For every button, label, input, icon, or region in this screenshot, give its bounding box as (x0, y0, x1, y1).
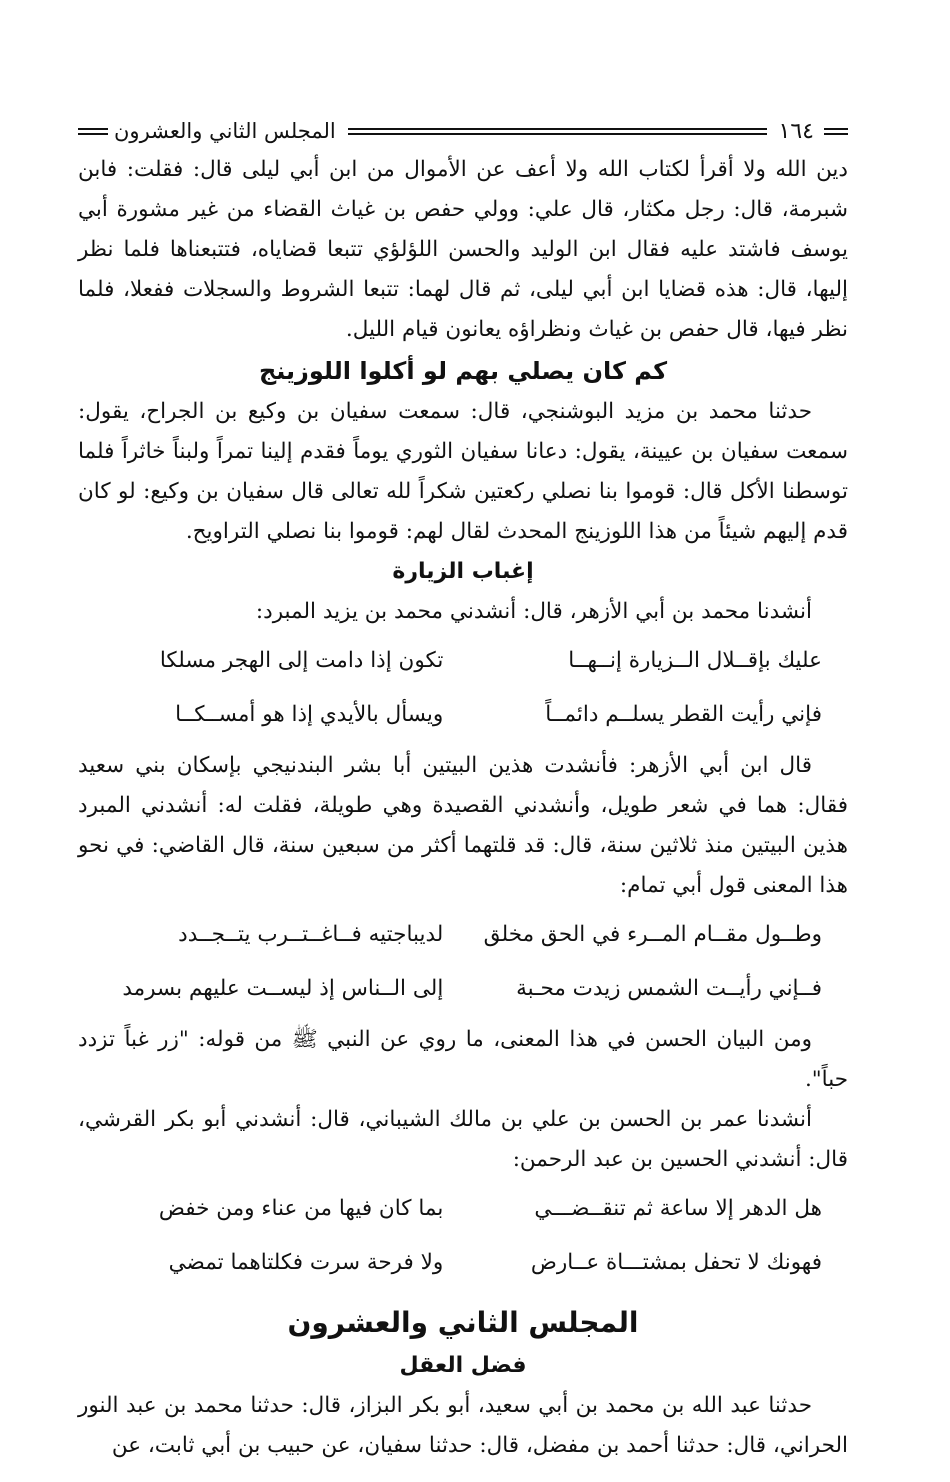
paragraph: حدثنا محمد بن مزيد البوشنجي، قال: سمعت سفيان بن وكيع بن الجراح، يقول: سمعت سفيان بن عيينة، يقول: دعانا سفيان الثوري يوماً فقدم إلينا تمراً ولبناً خاثراً فلما توسطنا الأكل قال: قوموا بنا نصلي ركعتين شكراً لله تعالى قال سفيان بن وكيع: لو كان قدم إليهم شيئاً من هذا اللوزينج المحدث لقال لهم: قوموا بنا نصلي التراويح. (78, 399, 848, 544)
poem-verse (78, 688, 848, 742)
paragraph: أنشدنا عمر بن الحسن بن علي بن مالك الشيباني، قال: أنشدني أبو بكر القرشي، قال: أنشدني الحسين بن عبد الرحمن: (78, 1107, 848, 1172)
section-title: المجلس الثاني والعشرون (114, 119, 336, 143)
verse-second-hemistich: ويسأل بالأيدي إذا هو أمســكــا (175, 702, 444, 727)
running-header (78, 112, 848, 150)
verse-second-hemistich: تكون إذا دامت إلى الهجر مسلكا (159, 648, 444, 673)
verse-first-hemistich: فهونك لا تحفل بمشتـــاة عــارض (530, 1250, 822, 1275)
poem (78, 908, 848, 1016)
header-rule (78, 128, 108, 135)
header-rule (824, 128, 848, 135)
section-heading: إغباب الزيارة (392, 559, 534, 584)
verse-first-hemistich: فإني رأيت القطر يسلــم دائمــاً (545, 702, 822, 727)
verse-first-hemistich: هل الدهر إلا ساعة ثم تنقــضـــي (534, 1196, 822, 1221)
poem-verse (78, 1182, 848, 1236)
paragraph: دين الله ولا أقرأ لكتاب الله ولا أعف عن الأموال من ابن أبي ليلى قال: فقلت: فابن شبرمة، قال: رجل مكثار، قال علي: وولي حفص بن غياث القضاء من غير مشورة أبي يوسف فاشتد عليه فقال ابن الوليد والحسن اللؤلؤي تتبعا قضاياه، فتتبعناها فلما نظر إليها، قال: هذه قضايا ابن أبي ليلى، ثم قال لهما: تتبعا الشروط والسجلات ففعلا، فلما نظر فيها، قال حفص بن غياث ونظراؤه يعانون قيام الليل. (78, 157, 848, 342)
section-heading: كم كان يصلي بهم لو أكلوا اللوزينج (258, 357, 668, 385)
page-number: ١٦٤ (778, 118, 814, 144)
paragraph: ومن البيان الحسن في هذا المعنى، ما روي عن النبي ﷺ من قوله: "زر غباً تزدد حباً". (78, 1027, 848, 1092)
poem-verse (78, 962, 848, 1016)
verse-second-hemistich: ولا فرحة سرت فكلتاهما تمضي (168, 1250, 444, 1275)
paragraph: قال ابن أبي الأزهر: فأنشدت هذين البيتين أبا بشر البندنيجي بإسكان بني سعيد فقال: هما في شعر طويل، وأنشدني القصيدة وهي طويلة، فقلت له: أنشدني المبرد هذين البيتين منذ ثلاثين سنة، قال: قد قلتهما أكثر من سبعين سنة، قال القاضي: في نحو هذا المعنى قول أبي تمام: (78, 753, 848, 898)
verse-first-hemistich: وطــول مقــام المــرء في الحق مخلق (483, 922, 822, 947)
poem-verse (78, 1236, 848, 1290)
verse-first-hemistich: عليك بإقــلال الــزيارة إنــهــا (568, 648, 822, 673)
poem (78, 634, 848, 742)
section-heading: فضل العقل (399, 1353, 527, 1378)
poem-verse (78, 908, 848, 962)
verse-second-hemistich: بما كان فيها من عناء ومن خفض (158, 1196, 444, 1221)
poem-verse (78, 634, 848, 688)
poem (78, 1182, 848, 1290)
header-rule (348, 128, 767, 135)
paragraph: حدثنا عبد الله بن محمد بن أبي سعيد، أبو بكر البزاز، قال: حدثنا محمد بن عبد النور الحراني، قال: حدثنا أحمد بن مفضل، قال: حدثنا سفيان، عن حبيب بن أبي ثابت، عن (78, 1393, 848, 1458)
paragraph: أنشدنا محمد بن أبي الأزهر، قال: أنشدني محمد بن يزيد المبرد: (255, 599, 812, 624)
chapter-title: المجلس الثاني والعشرون (287, 1306, 639, 1339)
verse-first-hemistich: فــإني رأيــت الشمس زيدت محـبة (516, 976, 822, 1001)
verse-second-hemistich: لديباجتيه فــاغــتــرب يتــجــدد (178, 922, 444, 947)
book-page (78, 112, 848, 1466)
verse-second-hemistich: إلى الــناس إذ ليســت عليهم بسرمد (122, 976, 444, 1001)
